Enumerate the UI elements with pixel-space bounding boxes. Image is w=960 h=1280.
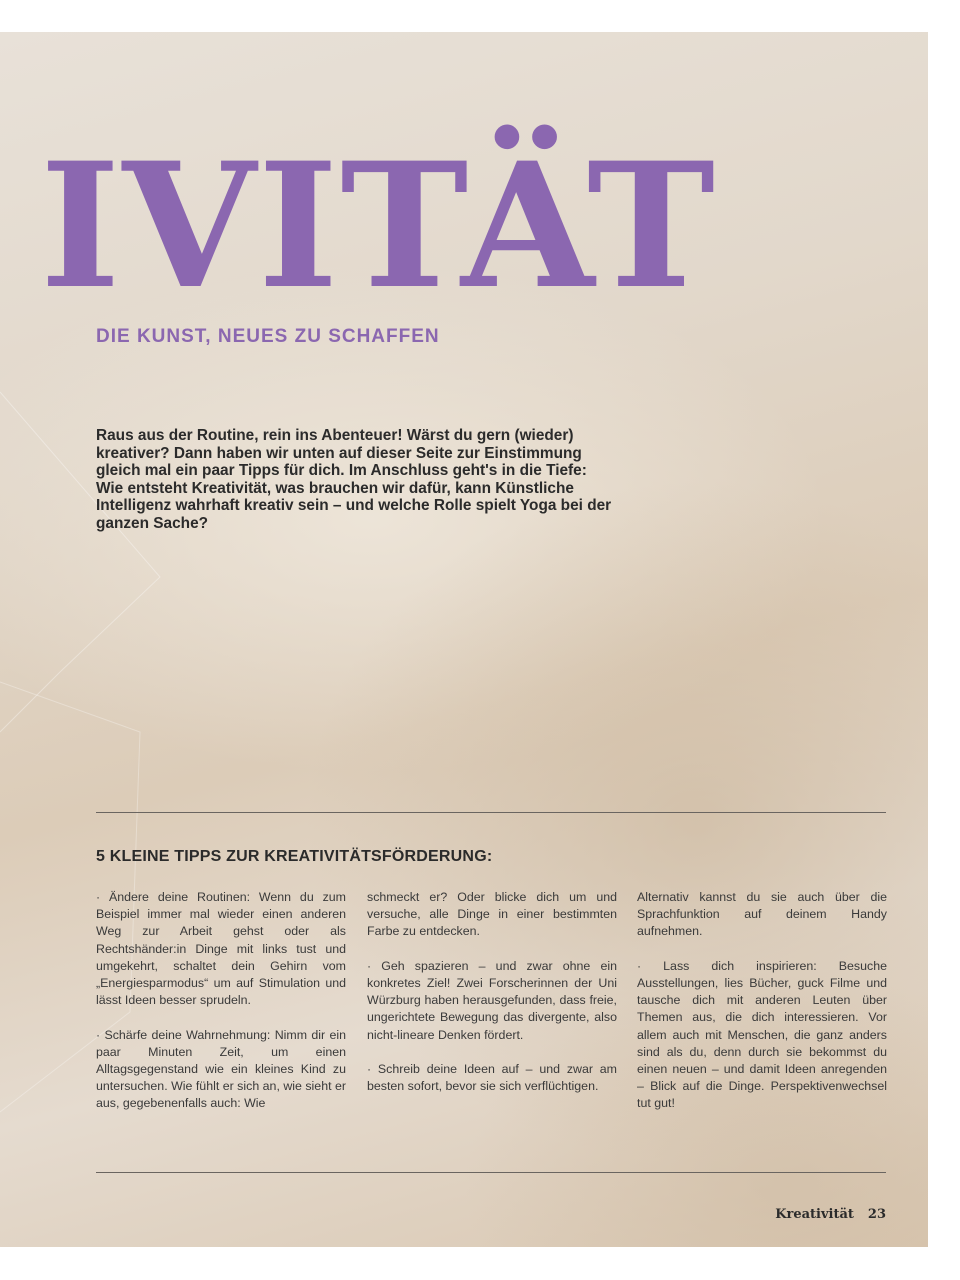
headline: IVITÄT [40, 124, 717, 327]
tip-paragraph: · Schreib deine Ideen auf – und zwar am besten sofort, bevor sie sich verflüchtigen. [367, 1062, 617, 1094]
intro-paragraph: Raus aus der Routine, rein ins Abenteuer! Wärst du gern (wieder) kreativer? Dann haben wir unten auf dieser Seite zur Einstimmung gleich mal ein paar Tipps für dich. Im Anschluss geht's in die Tiefe: Wie entsteht Kreativität, was brauchen wir dafür, kann Künstliche Intelligenz wahrhaft kreativ sein – und welche Rolle spielt Yoga bei der ganzen Sache? [96, 427, 612, 532]
tips-heading: 5 KLEINE TIPPS ZUR KREATIVITÄTSFÖRDERUNG: [96, 848, 493, 865]
tip-paragraph: Alternativ kannst du sie auch über die Sprachfunktion auf deinem Handy aufnehmen. [637, 890, 887, 939]
subtitle: DIE KUNST, NEUES ZU SCHAFFEN [96, 326, 440, 347]
footer-section-title: Kreativität [775, 1207, 854, 1222]
tip-paragraph: · Ändere deine Routinen: Wenn du zum Beispiel immer mal wieder einen anderen Weg zur Arbeit gehst oder als Rechtshänder:in Dinge mit links tust und umgekehrt, schaltet dein Gehirn vom „Energiesparmodus“ um auf Stimulation und lässt Ideen besser sprudeln. [96, 890, 346, 1008]
tips-column-1 [96, 889, 346, 1113]
divider-top [96, 812, 886, 813]
page-footer [775, 1207, 886, 1222]
magazine-page [0, 32, 928, 1247]
divider-bottom [96, 1172, 886, 1173]
tip-paragraph: · Schärfe deine Wahrnehmung: Nimm dir ein paar Minuten Zeit, um einen Alltagsgegenstand wie ein kleines Kind zu untersuchen. Wie fühlt er sich an, wie sieht er aus, gegebenenfalls auch: Wie [96, 1027, 346, 1111]
tip-paragraph: · Lass dich inspirieren: Besuche Ausstellungen, lies Bücher, guck Filme und tausche dich mit anderen Leuten über Themen aus, die dich interessieren. Vor allem auch mit Menschen, die ganz anders sind als du, denn durch sie bekommst du einen neuen – und damit Ideen anregenden – Blick auf die Dinge. Perspektivenwechsel tut gut! [637, 958, 887, 1111]
tip-paragraph: · Geh spazieren – und zwar ohne ein konkretes Ziel! Zwei Forscherinnen der Uni Würzburg haben herausgefunden, dass freie, ungerichtete Bewegung das divergente, also nicht-lineare Denken fördert. [367, 958, 617, 1042]
tips-column-2 [367, 889, 617, 1095]
tip-paragraph: schmeckt er? Oder blicke dich um und versuche, alle Dinge in einer bestimmten Farbe zu entdecken. [367, 890, 617, 939]
tips-column-3 [637, 889, 887, 1113]
page-number: 23 [867, 1207, 886, 1222]
